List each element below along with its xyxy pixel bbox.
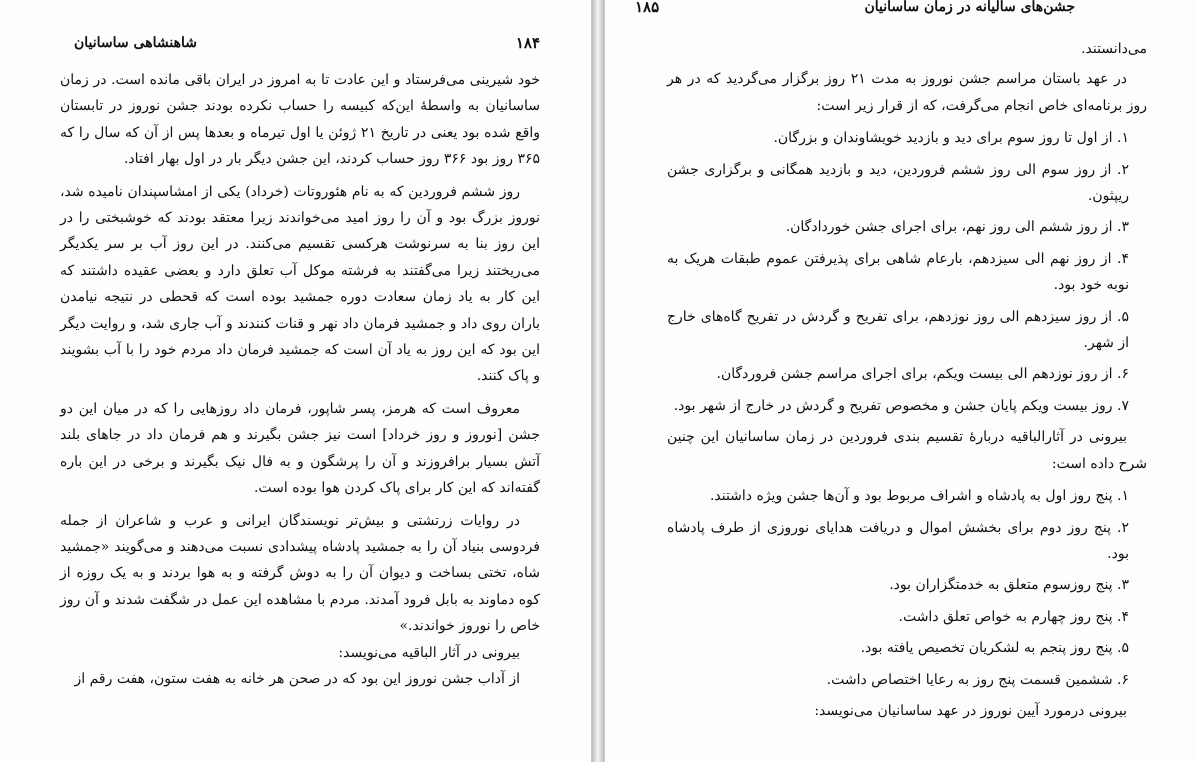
book-gutter <box>592 0 604 762</box>
page-header <box>74 34 540 52</box>
page-body <box>667 36 1147 724</box>
list-item: ۲. از روز سوم الی روز ششم فروردین، دید و بازدید همگانی و برگزاری جشن ریپثون. <box>667 161 1129 205</box>
list-item: ۷. روز بیست ویکم پایان جشن و مخصوص تفریح و گردش در خارج از شهر بود. <box>673 397 1129 414</box>
list-item: ۳. پنج روزسوم متعلق به خدمتگزاران بود. <box>889 577 1129 594</box>
paragraph: در روایات زرتشتی و بیش‌تر نویسندگان ایرانی و عرب و شاعران از جمله فردوسی بنیاد آن را به جمشید پادشاه پیشدادی نسبت می‌دهند و می‌گویند «جمشید شاه، تختی بساخت و دیوان آن را به دوش گرفته و به هوا بردند و به یک روزه از کوه دماوند به بابل فرود آمدند. مردم با مشاهده این عمل در شگفت شدند و آن روز خاص را نوروز خواندند.» <box>60 512 540 635</box>
paragraph: در عهد باستان مراسم جشن نوروز به مدت ۲۱ روز برگزار می‌گردید که در هر روز برنامه‌ای خاص انجام می‌گرفت، که از قرار زیر است: <box>667 71 1147 114</box>
list-item: ۵. از روز سیزدهم الی روز نوزدهم، برای تفریح و گردش در تفریح گاه‌های خارج از شهر. <box>667 308 1129 352</box>
left-page <box>0 0 592 762</box>
paragraph: بیرونی در آثار الباقیه می‌نویسد: <box>338 644 520 661</box>
list-item: ۶. ششمین قسمت پنج روز به رعایا اختصاص داشت. <box>826 671 1129 688</box>
list-item: ۵. پنج روز پنجم به لشکریان تخصیص یافته بود. <box>860 640 1129 657</box>
list-item: ۲. پنج روز دوم برای بخشش اموال و دریافت هدایای نوروزی از طرف پادشاه بود. <box>667 519 1129 562</box>
page-number: ۱۸۵ <box>635 0 660 16</box>
list-item: ۱. پنج روز اول به پادشاه و اشراف مربوط بود و آن‌ها جشن ویژه داشتند. <box>709 488 1129 505</box>
paragraph: بیرونی درمورد آیین نوروز در عهد ساسانیان می‌نویسد: <box>814 702 1127 719</box>
page-header <box>635 0 1075 16</box>
list-item: ۴. پنج روز چهارم به خواص تعلق داشت. <box>898 608 1129 625</box>
right-page <box>604 0 1197 762</box>
list-item: ۶. از روز نوزدهم الی بیست ویکم، برای اجرای مراسم جشن فروردگان. <box>716 366 1129 383</box>
paragraph: از آداب جشن نوروز این بود که در صحن هر خانه به هفت ستون، هفت رقم از <box>74 670 520 687</box>
paragraph: بیرونی در آثارالباقیه دربارهٔ تقسیم بندی فروردین در زمان ساسانیان این چنین شرح داده است: <box>667 429 1147 472</box>
running-title: جشن‌های سالیانه در زمان ساسانیان <box>864 0 1075 15</box>
page-number: ۱۸۴ <box>515 34 540 52</box>
paragraph: معروف است که هرمز، پسر شاپور، فرمان داد روزهایی را که در میان این دو جشن [نوروز و روز خرداد] است نیز جشن بگیرند و هم فرمان داد در جاهای بلند آتش بسیار برافروزند و آن را پرشگون و به فال نیک بگیرند و برخی در این باره گفته‌اند که این کار برای پاک کردن هوا بوده است. <box>60 400 540 497</box>
paragraph: می‌دانستند. <box>1081 41 1147 57</box>
paragraph: خود شیرینی می‌فرستاد و این عادت تا به امروز در ایران باقی مانده است. در زمان ساسانیان به واسطهٔ این‌که کبیسه را حساب نکرده بودند جشن نوروز در تابستان واقع شده بود یعنی در تاریخ ۲۱ ژوئن یا اول تیرماه و بعدها پس از آن که سال را که ۳۶۵ روز بود ۳۶۶ روز حساب کردند، این جشن دیگر بار در اول بهار افتاد. <box>60 72 541 168</box>
list-item: ۳. از روز ششم الی روز نهم، برای اجرای جشن خوردادگان. <box>785 219 1129 236</box>
list-item: ۱. از اول تا روز سوم برای دید و بازدید خویشاوندان و بزرگان. <box>773 130 1129 147</box>
list-item: ۴. از روز نهم الی سیزدهم، بارعام شاهی برای پذیرفتن عموم طبقات هریک به نوبه خود بود. <box>667 250 1129 294</box>
page-body <box>60 67 540 692</box>
running-title: شاهنشاهی ساسانیان <box>74 35 197 51</box>
paragraph: روز ششم فروردین که به نام هئوروتات (خرداد) یکی از امشاسپندان نامیده شد، نوروز بزرگ بود و آن را روز امید می‌خواندند زیرا معتقد بودند که خوشبختی را در این روز بنا به سرنوشت هرکسی تقسیم می‌کنند. در این روز آب بر سر یکدیگر می‌ریختند زیرا می‌گفتند به فرشته موکل آب تعلق دارد و بعضی عقیده داشتند که این کار به یاد زمان سعادت دوره جمشید بوده است که قحطی در نتیجه نیامدن باران روی داد و جمشید فرمان داد نهر و قنات کنندند و آب جاری شد، و روایت دیگر این بود که این روز به یاد آن است که جمشید فرمان داد مردم خود را با آب بشویند و پاک کنند. <box>60 183 540 385</box>
